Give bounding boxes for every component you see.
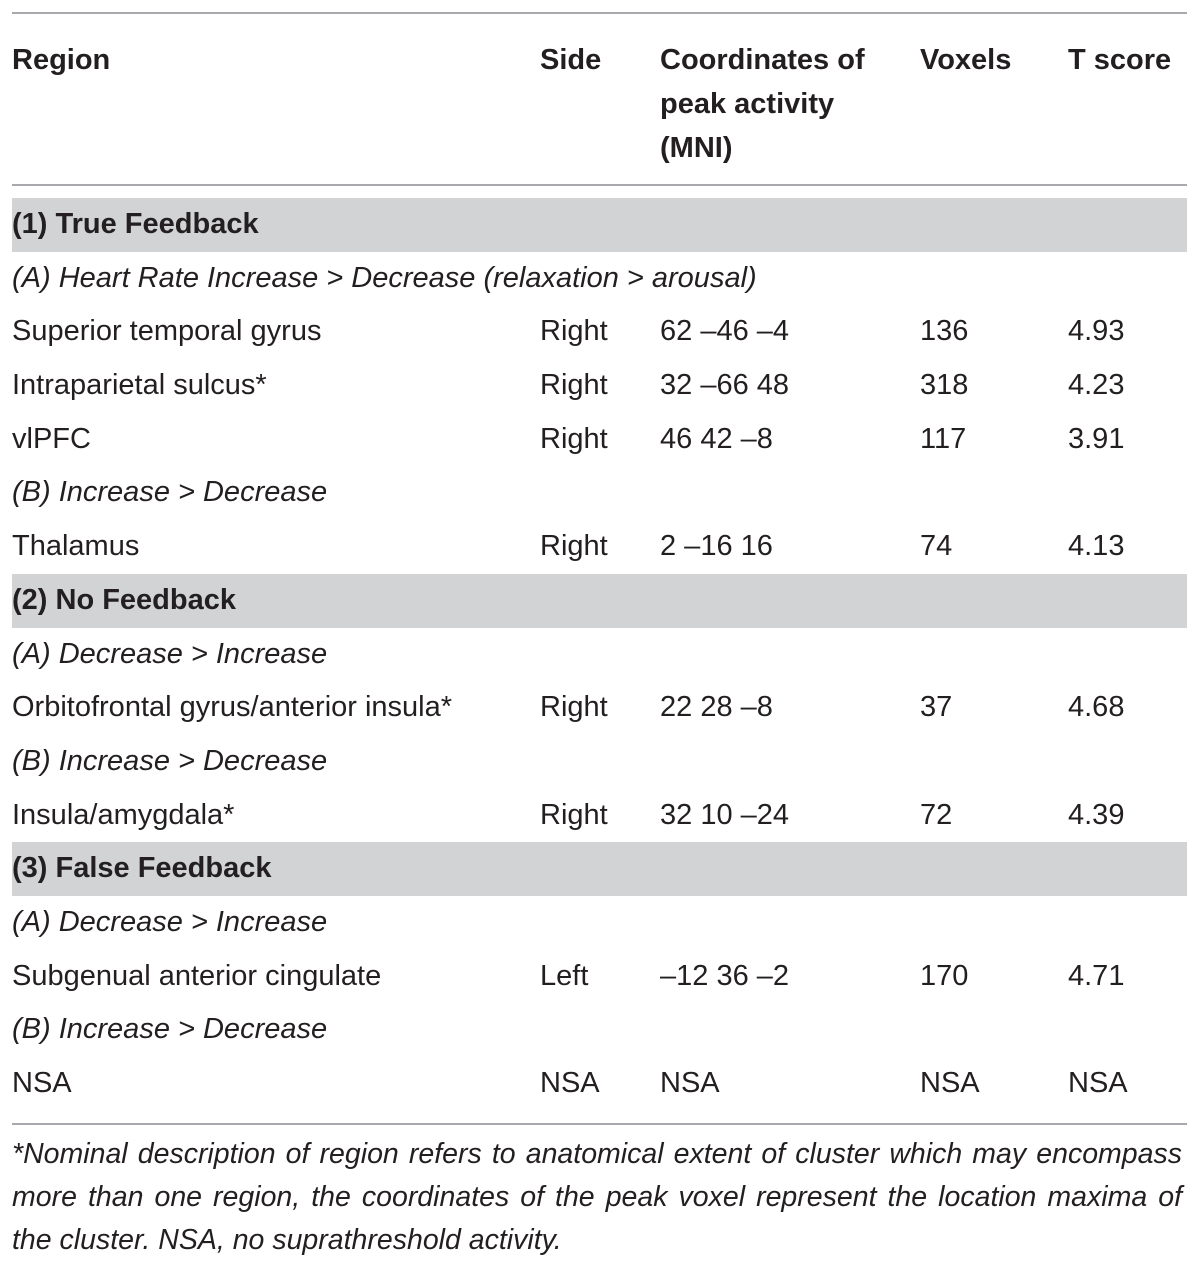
cell-tscore: 4.68 (1068, 691, 1125, 724)
cell-coordinates: –12 36 –2 (660, 959, 790, 992)
cell-region: Subgenual anterior cingulate (12, 959, 382, 992)
cell-region: Intraparietal sulcus* (12, 369, 267, 402)
section-title: (1) True Feedback (12, 208, 259, 240)
cell-voxels: 72 (920, 798, 953, 831)
cell-region: Superior temporal gyrus (12, 315, 322, 348)
contrast-label: (B) Increase > Decrease (12, 1013, 328, 1046)
cell-voxels: NSA (920, 1067, 980, 1099)
header-voxels: Voxels (920, 44, 1012, 76)
contrast-label-row (12, 896, 1187, 950)
cell-tscore: 3.91 (1068, 422, 1125, 455)
contrast-label: (B) Increase > Decrease (12, 476, 328, 509)
table-row (12, 1057, 1187, 1111)
table-row (12, 681, 1187, 735)
contrast-label: (A) Decrease > Increase (12, 637, 328, 670)
section-header-row (12, 842, 1187, 896)
cell-coordinates: NSA (660, 1067, 720, 1099)
table-row (12, 305, 1187, 359)
cell-region: vlPFC (12, 422, 91, 455)
cell-coordinates: 32 10 –24 (660, 798, 790, 831)
cell-side: Right (540, 369, 608, 402)
cell-voxels: 136 (920, 315, 969, 348)
contrast-label: (A) Decrease > Increase (12, 905, 328, 938)
table-row (12, 950, 1187, 1004)
cell-side: Right (540, 315, 608, 348)
cell-region: NSA (12, 1067, 72, 1099)
section-title: (3) False Feedback (12, 852, 272, 885)
contrast-label: (A) Heart Rate Increase > Decrease (relaxation > arousal) (12, 261, 757, 294)
cell-voxels: 170 (920, 959, 969, 992)
cell-tscore: 4.23 (1068, 369, 1125, 402)
cell-coordinates: 2 –16 16 (660, 530, 773, 563)
bottom-rule (12, 1123, 1187, 1125)
table-row (12, 789, 1187, 843)
cell-coordinates: 22 28 –8 (660, 691, 773, 724)
cell-tscore: 4.71 (1068, 959, 1125, 992)
cell-coordinates: 32 –66 48 (660, 369, 790, 402)
cell-voxels: 74 (920, 530, 953, 563)
cell-region: Orbitofrontal gyrus/anterior insula* (12, 691, 453, 724)
cell-side: Right (540, 422, 608, 455)
table-footnote: *Nominal description of region refers to anatomical extent of cluster which may encompass more than one region, the coordinates of the peak voxel represent the location maxima of the cluster. NSA, no suprathreshold activity. (12, 1137, 1182, 1256)
table-row (12, 520, 1187, 574)
contrast-label-row (12, 628, 1187, 682)
cell-tscore: 4.39 (1068, 798, 1125, 831)
contrast-label: (B) Increase > Decrease (12, 744, 328, 777)
cell-coordinates: 62 –46 –4 (660, 315, 790, 348)
cell-tscore: 4.93 (1068, 315, 1125, 348)
cell-coordinates: 46 42 –8 (660, 422, 773, 455)
cell-side: Left (540, 959, 589, 992)
cell-tscore: 4.13 (1068, 530, 1125, 563)
cell-voxels: 117 (920, 422, 967, 455)
table-row (12, 413, 1187, 467)
cell-voxels: 37 (920, 691, 953, 724)
section-title: (2) No Feedback (12, 583, 236, 616)
results-table (12, 12, 1187, 1262)
cell-region: Insula/amygdala* (12, 798, 235, 831)
section-header-row (12, 574, 1187, 628)
section-header-row (12, 198, 1187, 252)
contrast-label-row (12, 735, 1187, 789)
header-side: Side (540, 44, 602, 76)
table-body (12, 198, 1187, 1111)
table-header (12, 14, 1187, 184)
table-row (12, 359, 1187, 413)
cell-voxels: 318 (920, 369, 969, 402)
header-coordinates: Coordinates of peak activity (MNI) (660, 44, 865, 164)
contrast-label-row (12, 466, 1187, 520)
header-region: Region (12, 44, 111, 76)
cell-side: Right (540, 530, 608, 563)
cell-tscore: NSA (1068, 1067, 1128, 1099)
contrast-label-row (12, 252, 1187, 306)
cell-side: NSA (540, 1067, 600, 1099)
contrast-label-row (12, 1003, 1187, 1057)
cell-region: Thalamus (12, 530, 140, 563)
cell-side: Right (540, 798, 608, 831)
cell-side: Right (540, 691, 608, 724)
header-tscore: T score (1068, 44, 1172, 76)
